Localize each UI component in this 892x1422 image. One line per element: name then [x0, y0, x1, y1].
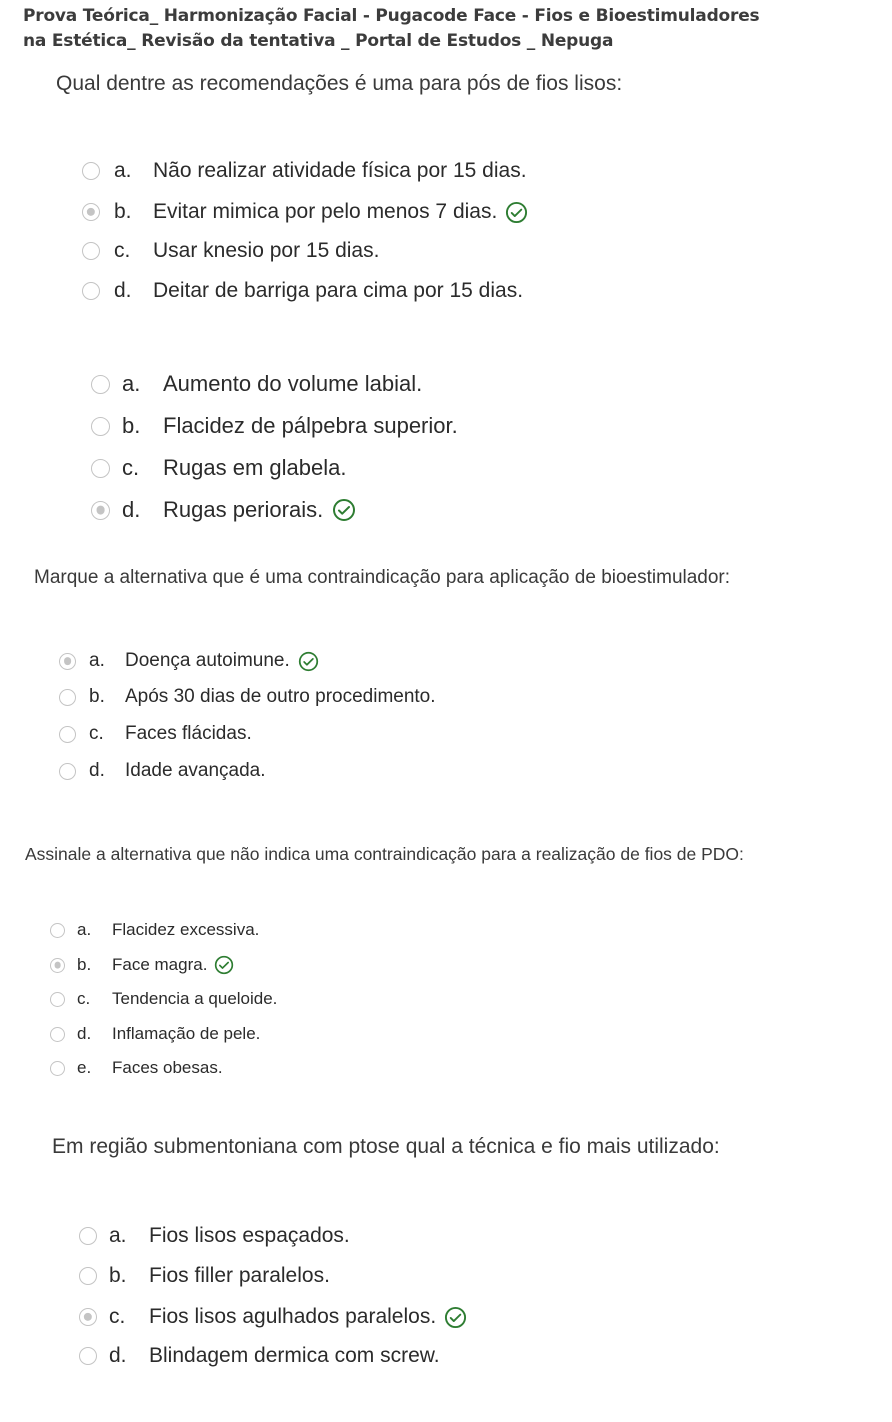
- question-5-text: Em região submentoniana com ptose qual a técnica e fio mais utilizado:: [52, 1135, 720, 1158]
- option-text: Rugas periorais.: [163, 497, 324, 522]
- check-circle-icon: [298, 651, 319, 672]
- option-text: Face magra.: [112, 955, 208, 974]
- option-letter: b.: [114, 200, 132, 223]
- radio-button-icon[interactable]: [50, 958, 65, 973]
- option-text: Blindagem dermica com screw.: [149, 1344, 440, 1367]
- question-5-option-a[interactable]: [79, 1224, 350, 1248]
- question-5-option-b[interactable]: [79, 1264, 330, 1288]
- radio-button-icon[interactable]: [59, 763, 76, 780]
- question-1-option-d[interactable]: [82, 279, 523, 303]
- question-1-option-b[interactable]: [82, 200, 528, 224]
- option-letter: d.: [89, 760, 105, 781]
- check-circle-icon: [214, 955, 234, 975]
- question-3-option-b[interactable]: [59, 686, 436, 708]
- option-text: Não realizar atividade física por 15 dias.: [153, 159, 527, 182]
- question-5-option-d[interactable]: [79, 1344, 440, 1368]
- radio-button-icon[interactable]: [50, 1027, 65, 1042]
- check-circle-icon: [505, 201, 528, 224]
- question-2-option-d[interactable]: [91, 497, 356, 523]
- option-letter: b.: [122, 413, 141, 438]
- radio-button-icon[interactable]: [50, 1061, 65, 1076]
- option-letter: b.: [109, 1264, 127, 1287]
- option-letter: a.: [89, 650, 105, 671]
- question-3-option-d[interactable]: [59, 760, 266, 782]
- radio-button-icon[interactable]: [59, 726, 76, 743]
- radio-button-icon[interactable]: [91, 459, 110, 478]
- option-letter: d.: [122, 497, 141, 522]
- radio-button-icon[interactable]: [79, 1308, 97, 1326]
- radio-button-icon[interactable]: [82, 162, 100, 180]
- radio-button-icon[interactable]: [82, 282, 100, 300]
- radio-button-icon[interactable]: [82, 242, 100, 260]
- option-text: Deitar de barriga para cima por 15 dias.: [153, 279, 524, 302]
- radio-button-icon[interactable]: [79, 1267, 97, 1285]
- question-4-option-e[interactable]: [50, 1058, 223, 1078]
- option-text: Doença autoimune.: [125, 650, 290, 671]
- option-text: Fios lisos espaçados.: [149, 1224, 350, 1247]
- option-text: Rugas em glabela.: [163, 455, 347, 480]
- option-text: Idade avançada.: [125, 760, 266, 781]
- question-5-option-c[interactable]: [79, 1305, 467, 1329]
- question-4-text: Assinale a alternativa que não indica uma contraindicação para a realização de fios de PDO:: [25, 844, 744, 864]
- question-3-option-a[interactable]: [59, 650, 319, 672]
- option-text: Inflamação de pele.: [112, 1024, 261, 1043]
- question-2-option-b[interactable]: [91, 413, 458, 439]
- question-1-text: Qual dentre as recomendações é uma para pós de fios lisos:: [56, 72, 623, 95]
- option-text: Tendencia a queloide.: [112, 989, 278, 1008]
- radio-button-icon[interactable]: [91, 417, 110, 436]
- radio-button-icon[interactable]: [91, 375, 110, 394]
- option-letter: a.: [109, 1224, 127, 1247]
- radio-button-icon[interactable]: [50, 923, 65, 938]
- option-text: Após 30 dias de outro procedimento.: [125, 686, 436, 707]
- question-4-option-c[interactable]: [50, 989, 277, 1009]
- option-text: Flacidez de pálpebra superior.: [163, 413, 458, 438]
- radio-button-icon[interactable]: [59, 653, 76, 670]
- radio-button-icon[interactable]: [59, 689, 76, 706]
- page-header: [23, 4, 883, 54]
- question-1-option-c[interactable]: [82, 239, 379, 263]
- option-letter: a.: [77, 920, 92, 939]
- option-letter: e.: [77, 1058, 92, 1077]
- option-text: Fios filler paralelos.: [149, 1264, 330, 1287]
- radio-button-icon[interactable]: [91, 501, 110, 520]
- option-letter: c.: [122, 455, 140, 480]
- option-text: Faces obesas.: [112, 1058, 223, 1077]
- option-text: Faces flácidas.: [125, 723, 252, 744]
- option-text: Evitar mimica por pelo menos 7 dias.: [153, 200, 498, 223]
- header-line-1: Prova Teórica_ Harmonização Facial - Pugacode Face - Fios e Bioestimuladores: [23, 6, 760, 26]
- option-letter: c.: [109, 1305, 126, 1328]
- option-text: Fios lisos agulhados paralelos.: [149, 1305, 437, 1328]
- radio-button-icon[interactable]: [79, 1347, 97, 1365]
- option-letter: d.: [77, 1024, 92, 1043]
- question-4-option-b[interactable]: [50, 955, 234, 975]
- option-text: Usar knesio por 15 dias.: [153, 239, 380, 262]
- question-2-option-a[interactable]: [91, 371, 422, 397]
- option-letter: b.: [77, 955, 92, 974]
- question-2-option-c[interactable]: [91, 455, 346, 481]
- option-letter: a.: [122, 371, 141, 396]
- header-line-2: na Estética_ Revisão da tentativa _ Portal de Estudos _ Nepuga: [23, 31, 614, 51]
- option-letter: a.: [114, 159, 132, 182]
- option-letter: b.: [89, 686, 105, 707]
- option-text: Aumento do volume labial.: [163, 371, 423, 396]
- check-circle-icon: [444, 1306, 467, 1329]
- question-4-option-d[interactable]: [50, 1024, 260, 1044]
- question-1-option-a[interactable]: [82, 159, 527, 183]
- radio-button-icon[interactable]: [79, 1227, 97, 1245]
- question-4-option-a[interactable]: [50, 920, 259, 940]
- option-letter: c.: [77, 989, 91, 1008]
- option-text: Flacidez excessiva.: [112, 920, 260, 939]
- option-letter: c.: [114, 239, 131, 262]
- question-3-text: Marque a alternativa que é uma contraindicação para aplicação de bioestimulador:: [34, 567, 731, 588]
- option-letter: c.: [89, 723, 104, 744]
- radio-button-icon[interactable]: [82, 203, 100, 221]
- question-3-option-c[interactable]: [59, 723, 252, 745]
- option-letter: d.: [114, 279, 132, 302]
- check-circle-icon: [332, 498, 356, 522]
- radio-button-icon[interactable]: [50, 992, 65, 1007]
- option-letter: d.: [109, 1344, 127, 1367]
